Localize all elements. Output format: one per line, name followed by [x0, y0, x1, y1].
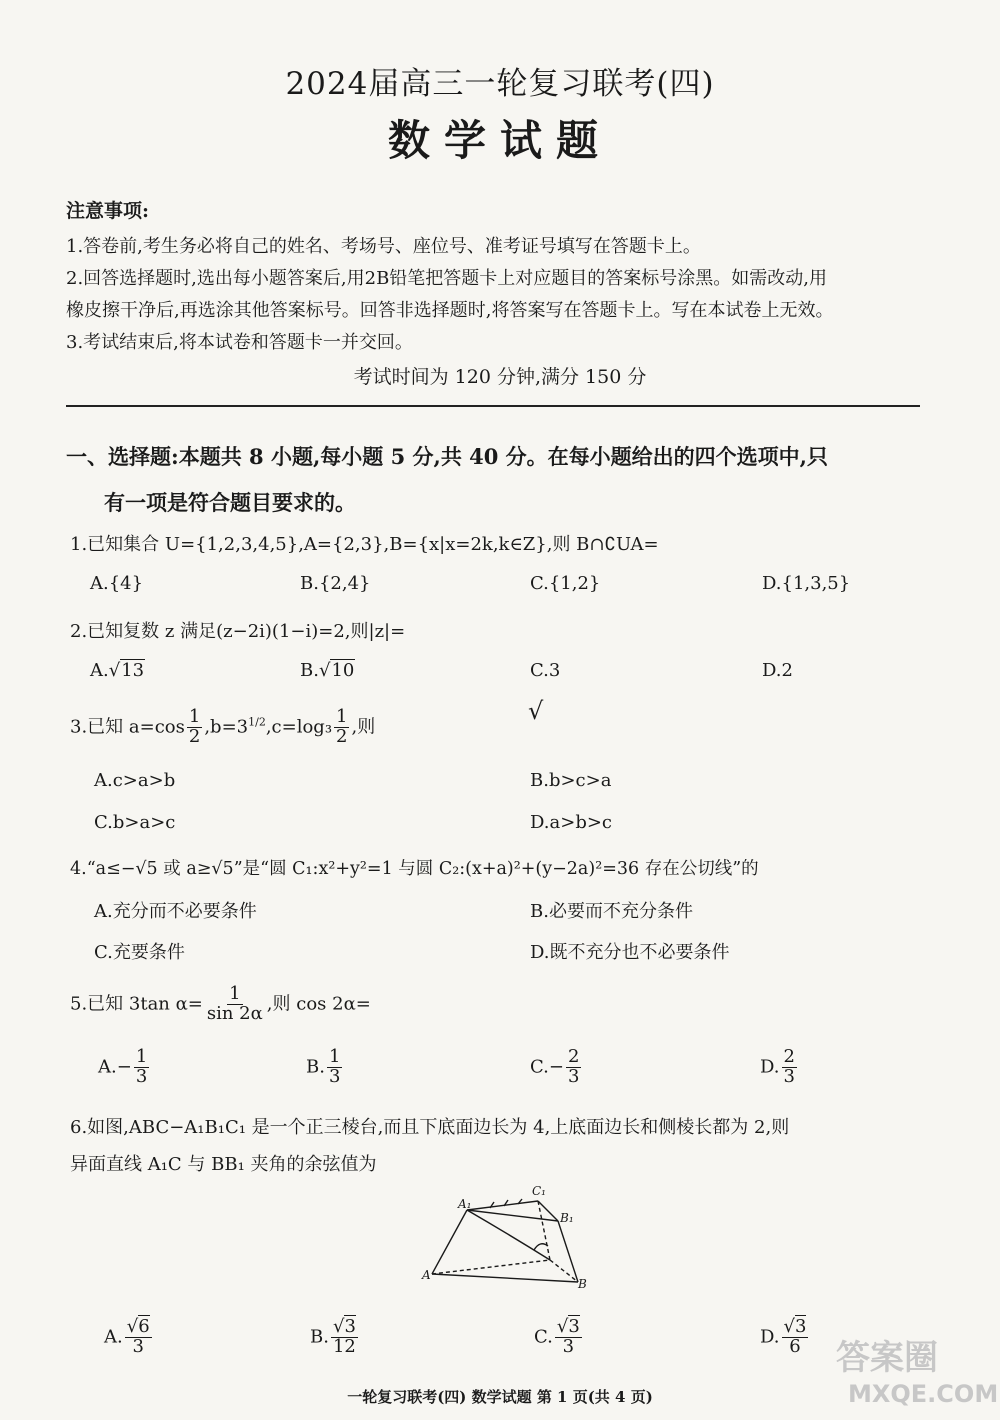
sqrt-expression: √13: [108, 660, 145, 681]
notice-item-2: 2.回答选择题时,选出每小题答案后,用2B铅笔把答题卡上对应题目的答案标号涂黑。如需改动,用: [66, 268, 828, 289]
divider-line: [66, 405, 920, 407]
numerator: 1: [328, 1046, 341, 1067]
radicand: 3: [568, 1316, 580, 1337]
numerator: 1: [188, 706, 201, 727]
option-label: A.: [90, 660, 109, 681]
fraction: [331, 1318, 358, 1357]
section-heading-line2: 有一项是符合题目要求的。: [104, 490, 356, 515]
numerator: 2: [783, 1046, 795, 1067]
denominator: 3: [328, 1065, 341, 1087]
page-footer: 一轮复习联考(四) 数学试题 第 1 页(共 4 页): [347, 1388, 653, 1406]
stem-text: ,则: [351, 716, 376, 738]
edge-a1-b1: [467, 1210, 558, 1221]
fraction: [205, 985, 265, 1024]
exam-subject: 数学试题: [387, 116, 612, 165]
question-3-option-b: B.b>c>a: [530, 770, 612, 791]
stem-text: ,c=log₃: [265, 716, 333, 738]
question-1-option-d: D.{1,3,5}: [762, 573, 851, 594]
option-label: C.: [534, 1326, 553, 1348]
numerator: 2: [567, 1046, 580, 1067]
question-2-option-d: D.2: [762, 660, 793, 681]
numerator: 1: [229, 983, 241, 1004]
stem-text: 3.已知 a=cos: [70, 716, 185, 738]
denominator: sin 2α: [206, 1002, 263, 1024]
radicand: 3: [344, 1316, 356, 1337]
fraction: [327, 1048, 342, 1087]
check-mark: √: [528, 697, 544, 725]
denominator: 3: [562, 1335, 575, 1357]
radicand: 6: [138, 1316, 150, 1337]
edge-a1-c1: [467, 1201, 538, 1210]
fraction: [566, 1048, 581, 1087]
question-6-option-b: [310, 1318, 360, 1357]
question-5-option-c: [530, 1048, 583, 1087]
question-4-option-a: A.充分而不必要条件: [94, 901, 257, 922]
numerator: √3: [556, 1316, 580, 1337]
question-1-option-a: A.{4}: [90, 573, 144, 594]
question-5-option-b: [306, 1048, 344, 1087]
fraction: [187, 708, 202, 747]
question-1-option-c: C.{1,2}: [530, 573, 601, 594]
stem-text: 5.已知 3tan α=: [70, 993, 203, 1015]
question-6-option-a: [104, 1318, 154, 1357]
option-label: D.: [760, 1326, 780, 1348]
numerator: 1: [135, 1046, 148, 1067]
question-2-option-c: C.3: [530, 660, 561, 681]
option-label: D.: [760, 1056, 780, 1078]
sqrt-expression: √10: [318, 660, 355, 681]
numerator: 1: [336, 706, 348, 727]
numerator: √3: [332, 1316, 356, 1337]
denominator: 3: [135, 1065, 148, 1087]
question-4-option-d: D.既不充分也不必要条件: [530, 942, 730, 963]
denominator: 2: [188, 725, 201, 747]
denominator: 6: [789, 1335, 801, 1357]
notice-heading: 注意事项:: [66, 200, 150, 222]
question-1-option-b: B.{2,4}: [300, 573, 371, 594]
watermark-logo: 答案圈: [836, 1338, 938, 1378]
fraction: [134, 1048, 149, 1087]
denominator: 3: [567, 1065, 580, 1087]
label-a1: A₁: [458, 1197, 472, 1211]
segment-a1-c: [467, 1210, 550, 1260]
stem-text: ,b=3: [204, 716, 249, 738]
question-6-option-c: [534, 1318, 584, 1357]
question-4-option-c: C.充要条件: [94, 942, 185, 963]
question-4-stem: 4.“a≤−√5 或 a≥√5”是“圆 C₁:x²+y²=1 与圆 C₂:(x+a)²+(y−2a)²=36 存在公切线”的: [70, 859, 759, 879]
question-4-option-b: B.必要而不充分条件: [530, 901, 693, 922]
label-b: B: [578, 1277, 587, 1290]
label-a: A: [422, 1268, 431, 1282]
question-3-option-a: A.c>a>b: [94, 770, 176, 791]
numerator: √6: [126, 1316, 150, 1337]
edge-c1-c: [538, 1201, 550, 1260]
denominator: 2: [336, 725, 348, 747]
option-label: B.: [300, 660, 319, 681]
section-heading-line1: 一、选择题:本题共 8 小题,每小题 5 分,共 40 分。在每小题给出的四个选项中,只: [66, 444, 828, 469]
question-3-stem: [70, 708, 375, 747]
question-5-option-d: [760, 1048, 799, 1087]
label-c1: C₁: [532, 1184, 546, 1198]
notice-item-3: 3.考试结束后,将本试卷和答题卡一并交回。: [66, 332, 413, 353]
option-label: C.−: [530, 1056, 564, 1078]
option-label: A.: [104, 1326, 123, 1348]
question-1-stem: 1.已知集合 U={1,2,3,4,5},A={2,3},B={x|x=2k,k∈Z},则 B∩∁UA=: [70, 534, 659, 555]
stem-text: ,则 cos 2α=: [266, 993, 371, 1015]
exam-title: 2024届高三一轮复习联考(四): [285, 66, 715, 102]
angle-mark: [534, 1244, 548, 1250]
radicand: 10: [331, 660, 355, 681]
question-6-option-d: [760, 1318, 810, 1357]
question-2-stem: 2.已知复数 z 满足(z−2i)(1−i)=2,则|z|=: [70, 621, 406, 642]
fraction: [782, 1318, 809, 1357]
edge-a-b: [432, 1274, 578, 1282]
question-2-option-b: [300, 660, 355, 681]
question-6-stem-line2: 异面直线 A₁C 与 BB₁ 夹角的余弦值为: [70, 1154, 377, 1175]
frustum-figure: [420, 1180, 600, 1290]
radicand: 3: [795, 1316, 807, 1337]
denominator: 3: [783, 1065, 795, 1087]
question-2-option-a: [90, 660, 145, 681]
edge-b1-b: [558, 1221, 578, 1282]
edge-a-c: [432, 1260, 550, 1274]
question-5-stem: [70, 985, 371, 1024]
denominator: 3: [132, 1335, 144, 1357]
edge-a1-a: [432, 1210, 467, 1274]
exam-time: 考试时间为 120 分钟,满分 150 分: [353, 366, 647, 388]
radicand: 13: [121, 660, 145, 681]
question-3-option-c: C.b>a>c: [94, 812, 176, 833]
option-label: B.: [310, 1326, 329, 1348]
numerator: √3: [783, 1316, 807, 1337]
fraction: [782, 1048, 797, 1087]
label-b1: B₁: [560, 1211, 574, 1225]
notice-item-1: 1.答卷前,考生务必将自己的姓名、考场号、座位号、准考证号填写在答题卡上。: [66, 236, 701, 257]
option-label: B.: [306, 1056, 325, 1078]
fraction: [125, 1318, 152, 1357]
notice-item-2-cont: 橡皮擦干净后,再选涂其他答案标号。回答非选择题时,将答案写在答题卡上。写在本试卷上无效。: [66, 300, 834, 321]
question-6-stem-line1: 6.如图,ABC−A₁B₁C₁ 是一个正三棱台,而且下底面边长为 4,上底面边长和侧棱长都为 2,则: [70, 1117, 790, 1138]
watermark-url: MXQE.COM: [848, 1380, 999, 1408]
question-3-option-d: D.a>b>c: [530, 812, 613, 833]
question-5-option-a: [98, 1048, 151, 1087]
fraction: [555, 1318, 582, 1357]
option-label: A.−: [98, 1056, 132, 1078]
denominator: 12: [332, 1335, 356, 1357]
exponent: 1/2: [248, 715, 266, 729]
fraction: [334, 708, 349, 747]
